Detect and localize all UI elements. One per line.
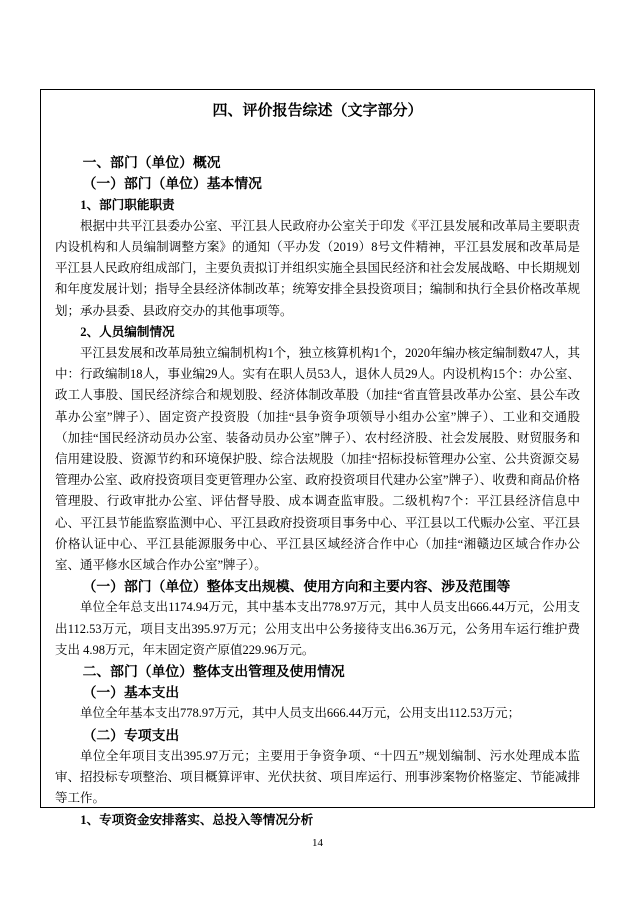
heading-duties: 1、部门职能职责 — [80, 197, 175, 212]
report-section-title: 四、评价报告综述（文字部分） — [212, 103, 423, 119]
heading-special-funds-analysis: 1、专项资金安排落实、总投入等情况分析 — [80, 812, 314, 827]
paragraph-duties: 根据中共平江县委办公室、平江县人民政府办公室关于印发《平江县发展和改革局主要职责内设机构和人员编制调整方案》的通知（平办发（2019）8号文件精神，平江县发展和改革局是平江县人民政府组成部门，主要负责拟订并组织实施全县国民经济和社会发展战略、中长期规划和年度发展计划；指导全县经济体制改革；统筹安排全县投资项目；编制和执行全县价格改革规划；承办县委、县政府交办的其他事项等。 — [55, 218, 581, 318]
heading-basic-info: （一）部门（单位）基本情况 — [82, 176, 262, 192]
heading-basic-expenditure: （一）基本支出 — [82, 685, 180, 701]
heading-expenditure-management: 二、部门（单位）整体支出管理及使用情况 — [82, 664, 345, 680]
heading-dept-overview: 一、部门（单位）概况 — [82, 155, 221, 171]
content-frame — [40, 89, 595, 827]
heading-special-expenditure: （二）专项支出 — [82, 727, 180, 743]
heading-staffing: 2、人员编制情况 — [80, 324, 175, 339]
page-number: 14 — [312, 837, 323, 849]
paragraph-special-expenditure: 单位全年项目支出395.97万元；主要用于争资争项、“十四五”规划编制、污水处理成本监审、招投标专项整治、项目概算评审、光伏扶贫、项目库运行、刑事涉案物价格鉴定、节能减排等工作。 — [55, 748, 581, 806]
paragraph-basic-expenditure: 单位全年基本支出778.97万元，其中人员支出666.44万元，公用支出112.53万元； — [80, 706, 521, 721]
paragraph-staffing: 平江县发展和改革局独立编制机构1个，独立核算机构1个，2020年编办核定编制数47人，其中：行政编制18人，事业编29人。实有在职人员53人，退休人员29人。内设机构15个：办公室、政工人事股、国民经济综合和规划股、经济体制改革股（加挂“省直管县改革办公室、县公车改革办公室”牌子）、固定资产投资股（加挂“县争资争项领导小组办公室”牌子）、工业和交通股（加挂“国民经济动员办公室、装备动员办公室”牌子）、农村经济股、社会发展股、财贸服务和信用建设股、资源节约和环境保护股、综合法规股（加挂“招标投标管理办公室、公共资源交易管理办公室、政府投资项目变更管理办公室、政府投资项目代建办公室”牌子）、收费和商品价格管理股、行政审批办公室、评估督导股、成本调查监审股。二级机构7个：平江县经济信息中心、平江县节能监察监测中心、平江县政府投资项目事务中心、平江县以工代赈办公室、平江县价格认证中心、平江县能源服务中心、平江县区域经济合作中心（加挂“湘赣边区域合作办公室、通平修水区域合作办公室”牌子）。 — [55, 346, 581, 573]
heading-overall-expenditure: （一）部门（单位）整体支出规模、使用方向和主要内容、涉及范围等 — [82, 579, 511, 595]
paragraph-overall-expenditure: 单位全年总支出1174.94万元，其中基本支出778.97万元，其中人员支出666.44万元，公用支出112.53万元，项目支出395.97万元；公用支出中公务接待支出6.36万元，公务用车运行维护费支出 4.98万元，年末固定资产原值229.96万元。 — [55, 600, 580, 657]
